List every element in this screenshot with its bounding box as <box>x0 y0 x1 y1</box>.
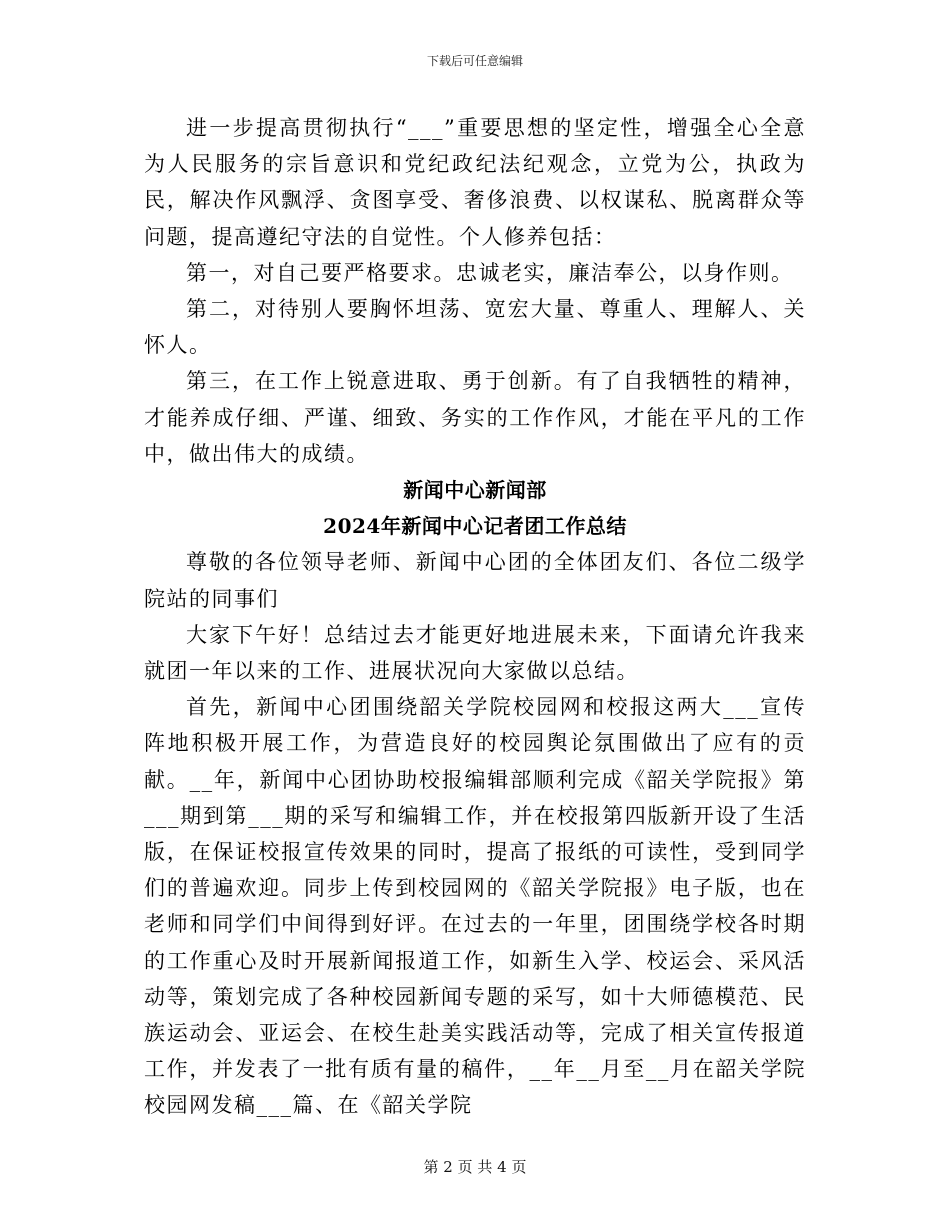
page-header: 下载后可任意编辑 <box>426 54 523 68</box>
paragraph-intro: 进一步提高贯彻执行“___”重要思想的坚定性，增强全心全意为人民服务的宗旨意识和党纪政纪法纪观念，立党为公，执政为民，解决作风飘浮、贪图享受、奢侈浪费、以权谋私、脱离群众等问题，提高遵纪守法的自觉性。个人修养包括： <box>144 116 806 249</box>
page-number-footer: 第 2 页 共 4 页 <box>423 1158 527 1176</box>
paragraph-point-2: 第二，对待别人要胸怀坦荡、宽宏大量、尊重人、理解人、关怀人。 <box>144 297 806 358</box>
document-body <box>144 110 806 1124</box>
paragraph-point-1: 第一，对自己要严格要求。忠诚老实，廉洁奉公，以身作则。 <box>186 260 794 285</box>
paragraph-greeting: 大家下午好！总结过去才能更好地进展未来，下面请允许我来就团一年以来的工作、进展状况向大家做以总结。 <box>144 622 806 684</box>
paragraph-salutation: 尊敬的各位领导老师、新闻中心团的全体团友们、各位二级学院站的同事们 <box>144 550 806 611</box>
section-org-heading: 新闻中心新闻部 <box>403 478 547 503</box>
paragraph-point-3: 第三，在工作上锐意进取、勇于创新。有了自我牺牲的精神，才能养成仔细、严谨、细致、务实的工作作风，才能在平凡的工作中，做出伟大的成绩。 <box>144 369 806 466</box>
paragraph-summary: 首先，新闻中心团围绕韶关学院校园网和校报这两大___宣传阵地积极开展工作，为营造良好的校园舆论氛围做出了应有的贡献。__年，新闻中心团协助校报编辑部顺利完成《韶关学院报》第___期到第___期的采写和编辑工作，并在校报第四版新开设了生活版，在保证校报宣传效果的同时，提高了报纸的可读性，受到同学们的普遍欢迎。同步上传到校园网的《韶关学院报》电子版，也在老师和同学们中间得到好评。在过去的一年里，团围绕学校各时期的工作重心及时开展新闻报道工作，如新生入学、校运会、采风活动等，策划完成了各种校园新闻专题的采写，如十大师德模范、民族运动会、亚运会、在校生赴美实践活动等，完成了相关宣传报道工作，并发表了一批有质有量的稿件，__年__月至__月在韶关学院校园网发稿___篇、在《韶关学院 <box>144 695 806 1118</box>
document-title: 2024年新闻中心记者团工作总结 <box>323 514 627 539</box>
